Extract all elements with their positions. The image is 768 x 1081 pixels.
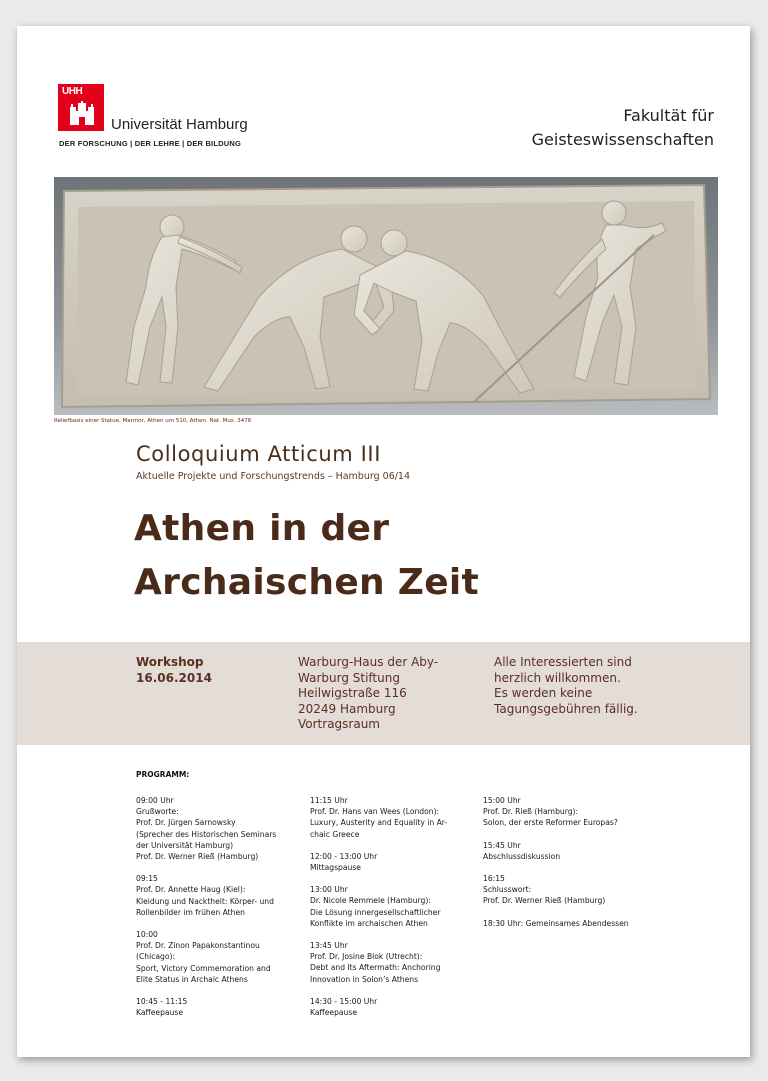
attendance-note: [494, 655, 638, 717]
program-line: Solon, der erste Reformer Europas?: [483, 818, 618, 828]
program-line: Prof. Dr. Werner Rieß (Hamburg): [136, 852, 259, 862]
program-line: Mittagspause: [310, 863, 361, 873]
program-item: [136, 996, 296, 1018]
program-line: Prof. Dr. Josine Blok (Utrecht):: [310, 952, 423, 962]
program-line: Innovation in Solon’s Athens: [310, 974, 419, 984]
program-line: chaic Greece: [310, 829, 360, 839]
program-time: 15:00 Uhr: [483, 796, 521, 805]
program-column-1: [136, 795, 296, 1029]
program-time: 13:45 Uhr: [310, 941, 348, 951]
program-line: Prof. Dr. Zinon Papakonstantinou: [136, 941, 260, 951]
program-heading: PROGRAMM:: [136, 770, 190, 779]
program-item: [136, 873, 296, 918]
program-item: [310, 795, 470, 840]
program-line: Prof. Dr. Hans van Wees (London):: [310, 807, 440, 817]
program-item: [136, 795, 296, 862]
castle-icon: [70, 101, 94, 127]
program-time: 15:45 Uhr: [483, 840, 521, 850]
program-line: Prof. Dr. Jürgen Sarnowsky: [136, 818, 236, 828]
program-item: [310, 884, 470, 929]
program-line: Rollenbilder im frühen Athen: [136, 907, 245, 917]
faculty-line-2: Geisteswissenschaften: [531, 130, 714, 149]
venue-address: [298, 655, 438, 733]
university-name: Universität Hamburg: [111, 116, 248, 133]
program-line: Dr. Nicole Remmele (Hamburg):: [310, 896, 431, 906]
main-title-line-1: Athen in der: [134, 508, 390, 549]
program-line: (Sprecher des Historischen Seminars: [136, 829, 277, 839]
venue-line: Vortragsraum: [298, 717, 380, 731]
workshop-info: [136, 655, 212, 686]
program-column-2: [310, 795, 470, 1029]
university-tagline: DER FORSCHUNG | DER LEHRE | DER BILDUNG: [59, 139, 242, 148]
program-item: [483, 918, 653, 929]
note-line: Alle Interessierten sind: [494, 655, 632, 669]
program-item: [483, 795, 653, 829]
logo-lettering: UHH: [62, 86, 83, 97]
note-line: herzlich willkommen.: [494, 670, 621, 685]
note-line: Tagungsgebühren fällig.: [494, 701, 638, 716]
program-line: Kleidung und Nacktheit: Körper- und: [136, 896, 274, 906]
program-time: 10:45 - 11:15: [136, 997, 188, 1007]
program-line: Sport, Victory Commemoration and: [136, 963, 271, 973]
program-column-3: [483, 795, 653, 940]
program-line: Konflikte im archaischen Athen: [310, 918, 428, 928]
program-line: Prof. Dr. Annette Haug (Kiel):: [136, 885, 246, 895]
uhh-logo-box: [58, 84, 104, 131]
relief-photo: [54, 177, 718, 415]
venue-line: Warburg-Haus der Aby-: [298, 655, 439, 669]
program-time: 09:00 Uhr: [136, 796, 174, 805]
program-item: [310, 940, 470, 985]
program-line: Prof. Dr. Rieß (Hamburg):: [483, 807, 579, 817]
faculty-line-1: Fakultät für: [623, 106, 714, 125]
program-line: Debt and Its Aftermath: Anchoring: [310, 963, 441, 973]
program-time: 10:00: [136, 930, 158, 940]
program-line: der Universität Hamburg): [136, 840, 234, 850]
program-item: [310, 996, 470, 1018]
program-line: Schlusswort:: [483, 885, 532, 895]
program-time: 12:00 - 13:00 Uhr: [310, 851, 378, 861]
program-line: Prof. Dr. Werner Rieß (Hamburg): [483, 896, 606, 906]
program-item: [483, 873, 653, 907]
program-line: Abschlussdiskussion: [483, 851, 561, 861]
program-item: [483, 840, 653, 862]
note-line: Es werden keine: [494, 686, 593, 700]
program-line: 18:30 Uhr: Gemeinsames Abendessen: [483, 918, 629, 928]
program-item: [136, 929, 296, 985]
colloquium-subtitle: Aktuelle Projekte und Forschungstrends – Hamburg 06/14: [136, 471, 411, 482]
venue-line: Heilwigstraße 116: [298, 686, 407, 700]
program-time: 11:15 Uhr: [310, 796, 348, 805]
program-line: Kaffeepause: [310, 1008, 357, 1018]
colloquium-title: Colloquium Atticum III: [136, 442, 382, 466]
info-band: [17, 642, 750, 745]
program-time: 14:30 - 15:00 Uhr: [310, 996, 378, 1006]
program-item: [310, 851, 470, 873]
venue-line: 20249 Hamburg: [298, 701, 396, 716]
program-line: (Chicago):: [136, 952, 176, 962]
poster-page: [17, 26, 750, 1057]
venue-line: Warburg Stiftung: [298, 670, 400, 685]
program-line: Luxury, Austerity and Equality in Ar-: [310, 818, 448, 828]
program-line: Grußworte:: [136, 807, 179, 817]
program-line: Kaffeepause: [136, 1008, 183, 1018]
workshop-label: Workshop: [136, 655, 204, 669]
workshop-date: 16.06.2014: [136, 670, 212, 685]
program-line: Die Lösung innergesellschaftlicher: [310, 907, 441, 917]
program-time: 09:15: [136, 874, 158, 884]
program-time: 13:00 Uhr: [310, 885, 348, 895]
image-caption: Reliefbasis einer Statue, Marmor, Athen um 510, Athen. Nat. Mus. 3476: [54, 418, 252, 424]
marble-relief-graphic: [54, 177, 718, 415]
main-title-line-2: Archaischen Zeit: [134, 562, 480, 603]
program-line: Elite Status in Archaic Athens: [136, 974, 248, 984]
faculty-name: [532, 104, 714, 152]
program-time: 16:15: [483, 874, 505, 884]
main-title: [134, 502, 479, 610]
